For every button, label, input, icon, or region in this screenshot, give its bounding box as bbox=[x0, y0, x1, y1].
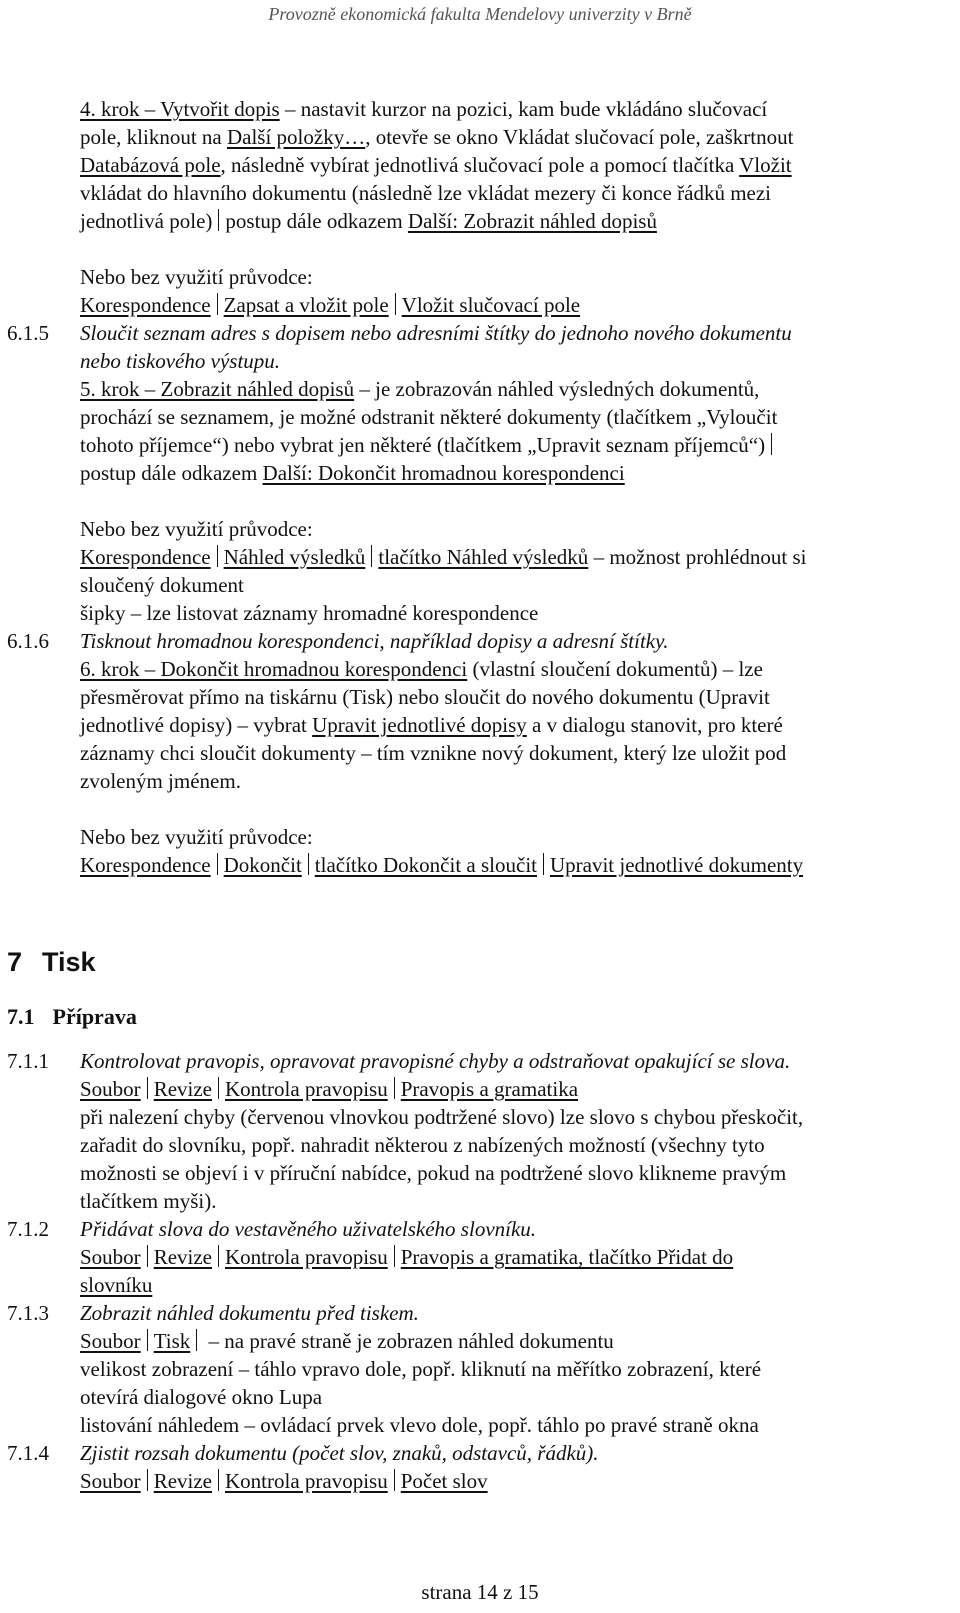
text-line: záznamy chci sloučit dokumenty – tím vznikne nový dokument, který lze uložit pod bbox=[80, 741, 787, 765]
text-line: prochází se seznamem, je možné odstranit některé dokumenty (tlačítkem „Vyloučit bbox=[80, 405, 778, 429]
text-line bbox=[80, 95, 767, 123]
text: pole, kliknout na bbox=[80, 125, 227, 149]
text: tohoto příjemce“) nebo vybrat jen některé (tlačítkem „Upravit seznam příjemců“) bbox=[80, 433, 766, 457]
section-number: 7.1.1 bbox=[7, 1049, 49, 1073]
section-title: Zobrazit náhled dokumentu před tiskem. bbox=[80, 1301, 419, 1325]
path-item: Soubor bbox=[80, 1329, 141, 1353]
chapter-title: Tisk bbox=[42, 947, 96, 977]
path-item: Zapsat a vložit pole bbox=[223, 293, 389, 317]
path-item: Kontrola pravopisu bbox=[225, 1077, 388, 1101]
path-item: Pravopis a gramatika bbox=[400, 1077, 579, 1101]
separator bbox=[394, 1245, 395, 1267]
alt-heading: Nebo bez využití průvodce: bbox=[80, 517, 313, 541]
section-number: 7.1 bbox=[7, 1004, 35, 1029]
alt-heading: Nebo bez využití průvodce: bbox=[80, 825, 313, 849]
text-line: otevírá dialogové okno Lupa bbox=[80, 1385, 323, 1409]
section-number: 7.1.4 bbox=[7, 1441, 49, 1465]
text-line bbox=[80, 207, 657, 235]
separator bbox=[217, 293, 218, 315]
path-item: Náhled výsledků bbox=[223, 545, 366, 569]
dalsi-polozky-link: Další položky… bbox=[226, 125, 366, 149]
separator bbox=[217, 853, 218, 875]
path-item: Tisk bbox=[153, 1329, 191, 1353]
step-6-link: 6. krok – Dokončit hromadnou korespondenci bbox=[80, 657, 468, 681]
separator bbox=[147, 1245, 148, 1267]
text: postup dále odkazem bbox=[225, 209, 408, 233]
section-title: Tisknout hromadnou korespondenci, například dopisy a adresní štítky. bbox=[80, 629, 669, 653]
path-item: Korespondence bbox=[80, 853, 211, 877]
menu-path bbox=[80, 851, 803, 879]
section-title: Přidávat slova do vestavěného uživatelského slovníku. bbox=[80, 1217, 537, 1241]
separator bbox=[147, 1469, 148, 1491]
next-link: Další: Zobrazit náhled dopisů bbox=[407, 209, 657, 233]
path-item: Korespondence bbox=[80, 293, 211, 317]
separator bbox=[218, 209, 219, 231]
next-link: Další: Dokončit hromadnou korespondenci bbox=[262, 461, 625, 485]
text: a v dialogu stanovit, pro které bbox=[526, 713, 783, 737]
section-number: 6.1.5 bbox=[7, 321, 49, 345]
path-item: Pravopis a gramatika, tlačítko Přidat do bbox=[400, 1245, 734, 1269]
path-item: Kontrola pravopisu bbox=[225, 1469, 388, 1493]
text-line: sloučený dokument bbox=[80, 573, 244, 597]
section-title: Zjistit rozsah dokumentu (počet slov, znaků, odstavců, řádků). bbox=[80, 1441, 599, 1465]
text: – možnost prohlédnout si bbox=[588, 545, 807, 569]
separator bbox=[147, 1329, 148, 1351]
upravit-link: Upravit jednotlivé dopisy bbox=[312, 713, 527, 737]
text-line bbox=[80, 375, 759, 403]
section-number: 6.1.6 bbox=[7, 629, 49, 653]
vlozit-link: Vložit bbox=[739, 153, 792, 177]
separator bbox=[196, 1329, 197, 1351]
path-item: Revize bbox=[153, 1245, 212, 1269]
text-line bbox=[80, 655, 763, 683]
text-line bbox=[80, 123, 793, 151]
text: jednotlivá pole) bbox=[80, 209, 213, 233]
text: – nastavit kurzor na pozici, kam bude vkládáno slučovací bbox=[279, 97, 768, 121]
menu-path bbox=[80, 291, 580, 319]
step-4-link: 4. krok – Vytvořit dopis bbox=[80, 97, 280, 121]
text-line: možnosti se objeví i v příruční nabídce, pokud na podtržené slovo klikneme pravým bbox=[80, 1161, 787, 1185]
path-item: Revize bbox=[153, 1469, 212, 1493]
path-item: Soubor bbox=[80, 1077, 141, 1101]
text: postup dále odkazem bbox=[80, 461, 263, 485]
chapter-heading bbox=[7, 944, 96, 980]
text-line bbox=[80, 459, 625, 487]
path-item: tlačítko Dokončit a sloučit bbox=[314, 853, 537, 877]
text-line bbox=[80, 151, 792, 179]
section-title: Příprava bbox=[52, 1004, 137, 1029]
separator bbox=[218, 1469, 219, 1491]
page-header: Provozně ekonomická fakulta Mendelovy univerzity v Brně bbox=[268, 4, 692, 24]
separator bbox=[371, 545, 372, 567]
text-line bbox=[80, 431, 778, 459]
path-item: tlačítko Náhled výsledků bbox=[378, 545, 589, 569]
separator bbox=[217, 545, 218, 567]
text-line: šipky – lze listovat záznamy hromadné korespondence bbox=[80, 601, 539, 625]
text: jednotlivé dopisy) – vybrat bbox=[80, 713, 313, 737]
section-title: Kontrolovat pravopis, opravovat pravopisné chyby a odstraňovat opakující se slova. bbox=[80, 1049, 791, 1073]
alt-heading: Nebo bez využití průvodce: bbox=[80, 265, 313, 289]
separator bbox=[394, 1077, 395, 1099]
path-item: Dokončit bbox=[223, 853, 302, 877]
text-line: tlačítkem myši). bbox=[80, 1189, 217, 1213]
separator bbox=[147, 1077, 148, 1099]
text-line: přesměrovat přímo na tiskárnu (Tisk) nebo sloučit do nového dokumentu (Upravit bbox=[80, 685, 770, 709]
separator bbox=[543, 853, 544, 875]
path-item: Vložit slučovací pole bbox=[401, 293, 581, 317]
path-item: Kontrola pravopisu bbox=[225, 1245, 388, 1269]
page-footer: strana 14 z 15 bbox=[421, 1580, 539, 1604]
path-item: Soubor bbox=[80, 1245, 141, 1269]
text-line: při nalezení chyby (červenou vlnovkou podtržené slovo) lze slovo s chybou přeskočit, bbox=[80, 1105, 804, 1129]
menu-path bbox=[80, 1467, 488, 1495]
text: – je zobrazován náhled výsledných dokumentů, bbox=[354, 377, 760, 401]
path-item: Upravit jednotlivé dokumenty bbox=[549, 853, 804, 877]
menu-path bbox=[80, 1327, 614, 1355]
path-item: Revize bbox=[153, 1077, 212, 1101]
section-title: Sloučit seznam adres s dopisem nebo adresními štítky do jednoho nového dokumentu bbox=[80, 321, 792, 345]
text: , otevře se okno Vkládat slučovací pole, zaškrtnout bbox=[365, 125, 794, 149]
text-line: velikost zobrazení – táhlo vpravo dole, popř. kliknutí na měřítko zobrazení, které bbox=[80, 1357, 762, 1381]
menu-path bbox=[80, 1243, 733, 1271]
text-line: vkládat do hlavního dokumentu (následně lze vkládat mezery či konce řádků mezi bbox=[80, 181, 772, 205]
separator bbox=[218, 1245, 219, 1267]
separator bbox=[395, 293, 396, 315]
path-item: Počet slov bbox=[400, 1469, 488, 1493]
chapter-number: 7 bbox=[7, 947, 23, 977]
databazova-pole-link: Databázová pole bbox=[80, 153, 221, 177]
text-line: listování náhledem – ovládací prvek vlevo dole, popř. táhlo po pravé straně okna bbox=[80, 1413, 759, 1437]
section-heading bbox=[7, 1003, 137, 1031]
section-number: 7.1.2 bbox=[7, 1217, 49, 1241]
text: (vlastní sloučení dokumentů) – lze bbox=[467, 657, 763, 681]
text-line: zařadit do slovníku, popř. nahradit některou z nabízených možností (všechny tyto bbox=[80, 1133, 765, 1157]
menu-path bbox=[80, 1075, 578, 1103]
path-item: Korespondence bbox=[80, 545, 211, 569]
text-line: zvoleným jménem. bbox=[80, 769, 241, 793]
text: – na pravé straně je zobrazen náhled dokumentu bbox=[203, 1329, 614, 1353]
step-5-link: 5. krok – Zobrazit náhled dopisů bbox=[80, 377, 355, 401]
path-item: Soubor bbox=[80, 1469, 141, 1493]
separator bbox=[394, 1469, 395, 1491]
text-line bbox=[80, 711, 783, 739]
menu-path bbox=[80, 543, 806, 571]
separator bbox=[308, 853, 309, 875]
section-number: 7.1.3 bbox=[7, 1301, 49, 1325]
text: , následně vybírat jednotlivá slučovací pole a pomocí tlačítka bbox=[220, 153, 740, 177]
section-title: nebo tiskového výstupu. bbox=[80, 349, 281, 373]
text-line: slovníku bbox=[80, 1273, 153, 1297]
separator bbox=[771, 433, 772, 455]
separator bbox=[218, 1077, 219, 1099]
